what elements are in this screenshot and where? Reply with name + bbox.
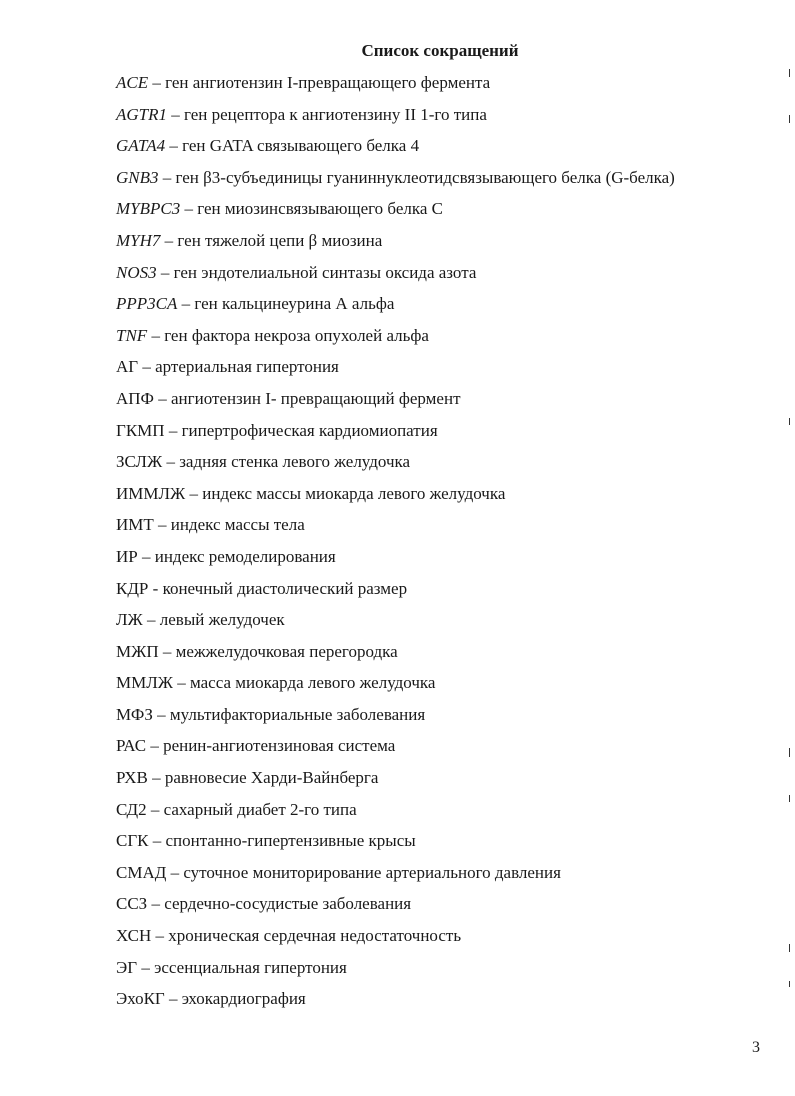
abbreviation-definition: ген эндотелиальной синтазы оксида азота (173, 262, 477, 282)
abbreviation-definition: ген β3-субъединицы гуаниннуклеотидсвязывающего белка (G-белка) (175, 167, 675, 187)
abbreviation-dash: – (167, 104, 184, 124)
abbreviation-definition: суточное мониторирование артериального давления (183, 862, 561, 882)
abbreviation-entry (116, 388, 675, 420)
abbreviation-entry (116, 925, 675, 957)
abbreviation-dash: – (151, 926, 169, 946)
abbreviation-definition: индекс массы тела (170, 515, 305, 535)
abbreviation-dash: – (153, 515, 171, 535)
abbreviation-entry (116, 325, 675, 357)
abbreviation-dash: – (147, 894, 165, 914)
abbreviation-entry (116, 546, 675, 578)
abbreviation-dash: – (153, 388, 171, 408)
abbreviation-entry (116, 957, 675, 989)
scan-mark (789, 748, 790, 757)
abbreviation-dash: – (142, 610, 160, 630)
abbreviation-dash: - (148, 578, 163, 598)
abbreviation-definition: индекс ремоделирования (154, 546, 336, 566)
abbreviation-entry (116, 293, 675, 325)
abbreviation-term: ACE (116, 73, 149, 92)
abbreviation-entry (116, 104, 675, 136)
abbreviation-term: ЭГ (116, 957, 138, 977)
abbreviation-entry (116, 799, 675, 831)
scan-mark (789, 795, 790, 802)
scan-mark (789, 418, 790, 425)
abbreviation-term: ССЗ (116, 894, 148, 914)
abbreviation-dash: – (177, 294, 195, 314)
abbreviation-definition: эхокардиография (181, 989, 306, 1009)
abbreviation-definition: гипертрофическая кардиомиопатия (181, 420, 438, 440)
abbreviation-dash: – (138, 357, 156, 377)
abbreviation-term: СМАД (116, 862, 167, 882)
abbreviation-entry (116, 230, 675, 262)
abbreviation-dash: – (164, 420, 182, 440)
abbreviation-entry (116, 988, 675, 1020)
abbreviation-definition: конечный диастолический размер (162, 578, 408, 598)
abbreviation-entry (116, 893, 675, 925)
abbreviation-definition: межжелудочковая перегородка (175, 641, 398, 661)
abbreviation-definition: ангиотензин I- превращающий фермент (170, 388, 461, 408)
abbreviation-term: PPP3CA (116, 294, 178, 314)
abbreviation-term: ГКМП (116, 420, 165, 440)
abbreviation-term: GNB3 (116, 167, 159, 187)
abbreviation-term: ИММЛЖ (116, 483, 186, 503)
abbreviation-entry (116, 862, 675, 894)
abbreviation-entry (116, 451, 675, 483)
abbreviation-entry (116, 735, 675, 767)
abbreviation-entry (116, 641, 675, 673)
abbreviation-term: ХСН (116, 926, 152, 946)
abbreviation-definition: ренин-ангиотензиновая система (163, 736, 396, 756)
abbreviation-term: КДР (116, 578, 149, 598)
abbreviation-dash: – (162, 452, 180, 472)
abbreviation-entry (116, 135, 675, 167)
abbreviation-definition: равновесие Харди-Вайнберга (164, 768, 379, 788)
abbreviation-dash: – (160, 230, 178, 250)
abbreviation-list (116, 72, 675, 1020)
abbreviation-term: ИР (116, 546, 138, 566)
abbreviation-definition: артериальная гипертония (155, 357, 339, 377)
abbreviation-entry (116, 72, 675, 104)
abbreviation-dash: – (146, 799, 164, 819)
abbreviation-entry (116, 578, 675, 610)
abbreviation-term: СГК (116, 831, 149, 851)
abbreviation-term: АПФ (116, 388, 154, 408)
abbreviation-definition: левый желудочек (159, 610, 285, 630)
abbreviation-entry (116, 483, 675, 515)
abbreviation-entry (116, 262, 675, 294)
abbreviation-entry (116, 767, 675, 799)
abbreviation-term: СД2 (116, 799, 147, 819)
abbreviation-dash: – (146, 736, 164, 756)
abbreviation-dash: – (156, 262, 174, 282)
abbreviation-entry (116, 704, 675, 736)
scan-mark (789, 981, 790, 987)
abbreviation-term: РХВ (116, 768, 148, 788)
abbreviation-definition: ген ангиотензин I-превращающего фермента (165, 73, 491, 92)
abbreviation-term: NOS3 (116, 262, 157, 282)
abbreviation-definition: задняя стенка левого желудочка (179, 452, 411, 472)
abbreviation-dash: – (173, 673, 190, 693)
abbreviation-term: ЛЖ (116, 610, 143, 630)
abbreviation-term: МЖП (116, 641, 159, 661)
abbreviation-entry (116, 514, 675, 546)
abbreviation-definition: масса миокарда левого желудочка (190, 673, 436, 693)
page-title: Список сокращений (361, 41, 519, 60)
abbreviation-definition: хроническая сердечная недостаточность (168, 926, 462, 946)
abbreviation-dash: – (148, 73, 166, 92)
abbreviation-term: ЭхоКГ (116, 989, 165, 1009)
abbreviation-entry (116, 672, 675, 704)
abbreviation-definition: ген миозинсвязывающего белка С (197, 199, 444, 219)
abbreviation-definition: ген фактора некроза опухолей альфа (164, 325, 429, 345)
abbreviation-dash: – (137, 957, 155, 977)
abbreviation-term: ММЛЖ (116, 673, 173, 693)
abbreviation-dash: – (158, 641, 176, 661)
abbreviation-dash: – (147, 325, 165, 345)
abbreviation-definition: мультифакториальные заболевания (169, 704, 426, 724)
abbreviation-dash: – (180, 199, 198, 219)
abbreviation-term: ЗСЛЖ (116, 452, 163, 472)
abbreviation-dash: – (185, 483, 203, 503)
abbreviation-entry (116, 420, 675, 452)
abbreviation-term: MYBPC3 (116, 199, 181, 219)
abbreviation-definition: спонтанно-гипертензивные крысы (165, 831, 416, 851)
scan-mark (789, 944, 790, 952)
abbreviation-term: AGTR1 (116, 104, 167, 124)
abbreviation-dash: – (166, 862, 184, 882)
abbreviation-term: ИМТ (116, 515, 154, 535)
scan-mark (789, 69, 790, 77)
abbreviation-dash: – (147, 768, 165, 788)
abbreviation-term: АГ (116, 357, 139, 377)
abbreviation-dash: – (137, 546, 155, 566)
abbreviation-term: MYH7 (116, 230, 161, 250)
abbreviation-term: МФЗ (116, 704, 153, 724)
abbreviation-entry (116, 167, 675, 199)
abbreviation-dash: – (148, 831, 166, 851)
abbreviation-dash: – (152, 704, 170, 724)
abbreviation-definition: индекс массы миокарда левого желудочка (202, 483, 506, 503)
abbreviation-definition: сердечно-сосудистые заболевания (164, 894, 412, 914)
abbreviation-entry (116, 609, 675, 641)
abbreviation-entry (116, 830, 675, 862)
abbreviation-definition: ген кальцинеурина А альфа (194, 294, 395, 314)
abbreviation-definition: ген тяжелой цепи β миозина (177, 230, 383, 250)
abbreviation-dash: – (164, 989, 182, 1009)
scan-mark (789, 115, 790, 123)
abbreviation-definition: ген GATA связывающего белка 4 (182, 136, 420, 156)
abbreviation-dash: – (165, 136, 183, 156)
abbreviation-term: TNF (116, 325, 148, 345)
abbreviation-entry (116, 356, 675, 388)
abbreviation-definition: ген рецептора к ангиотензину II 1-го типа (184, 104, 487, 124)
abbreviation-entry (116, 198, 675, 230)
abbreviation-dash: – (158, 167, 176, 187)
abbreviation-definition: сахарный диабет 2-го типа (163, 799, 357, 819)
page-number: 3 (752, 1039, 760, 1056)
abbreviation-definition: эссенциальная гипертония (154, 957, 347, 977)
abbreviation-term: РАС (116, 736, 147, 756)
abbreviation-term: GATA4 (116, 136, 166, 156)
